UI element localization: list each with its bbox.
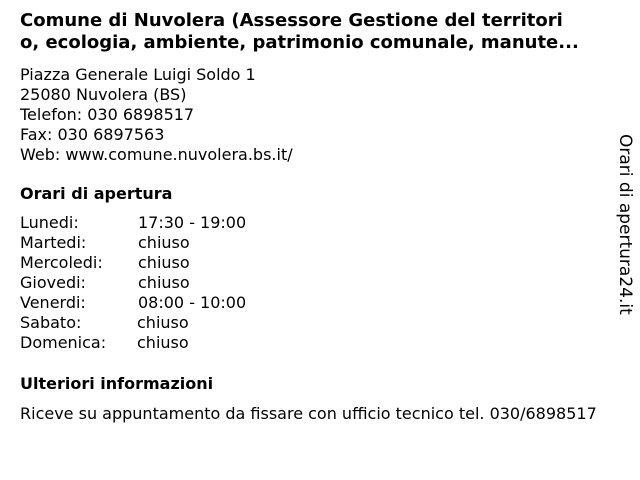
address-city: 25080 Nuvolera (BS) [20, 85, 187, 104]
hours-day: Martedi: [20, 233, 87, 252]
side-brand [613, 134, 637, 315]
info-text: Riceve su appuntamento da fissare con ufficio tecnico tel. 030/6898517 [20, 404, 597, 423]
hours-day: Domenica: [20, 333, 107, 352]
hours-time: 17:30 - 19:00 [138, 213, 247, 232]
hours-time: chiuso [137, 333, 189, 352]
address-block [20, 65, 293, 165]
title-line-2: o, ecologia, ambiente, patrimonio comunale, manute... [20, 32, 579, 53]
address-street: Piazza Generale Luigi Soldo 1 [20, 65, 256, 84]
hours-day: Mercoledi: [20, 253, 103, 272]
page-title [20, 10, 630, 54]
hours-time: chiuso [138, 273, 190, 292]
hours-day: Venerdi: [20, 293, 86, 312]
hours-day: Sabato: [20, 313, 82, 332]
hours-day: Giovedi: [20, 273, 86, 292]
info-heading: Ulteriori informazioni [20, 374, 214, 393]
side-brand-text: Orari di apertura24.it [615, 134, 635, 315]
address-fax: Fax: 030 6897563 [20, 125, 165, 144]
hours-heading: Orari di apertura [20, 184, 173, 203]
hours-day: Lunedi: [20, 213, 79, 232]
address-web: Web: www.comune.nuvolera.bs.it/ [20, 145, 293, 164]
hours-time: chiuso [138, 253, 190, 272]
hours-time: 08:00 - 10:00 [138, 293, 247, 312]
hours-time: chiuso [137, 313, 189, 332]
address-phone: Telefon: 030 6898517 [20, 105, 195, 124]
hours-time: chiuso [138, 233, 190, 252]
title-line-1: Comune di Nuvolera (Assessore Gestione del territori [20, 10, 563, 31]
